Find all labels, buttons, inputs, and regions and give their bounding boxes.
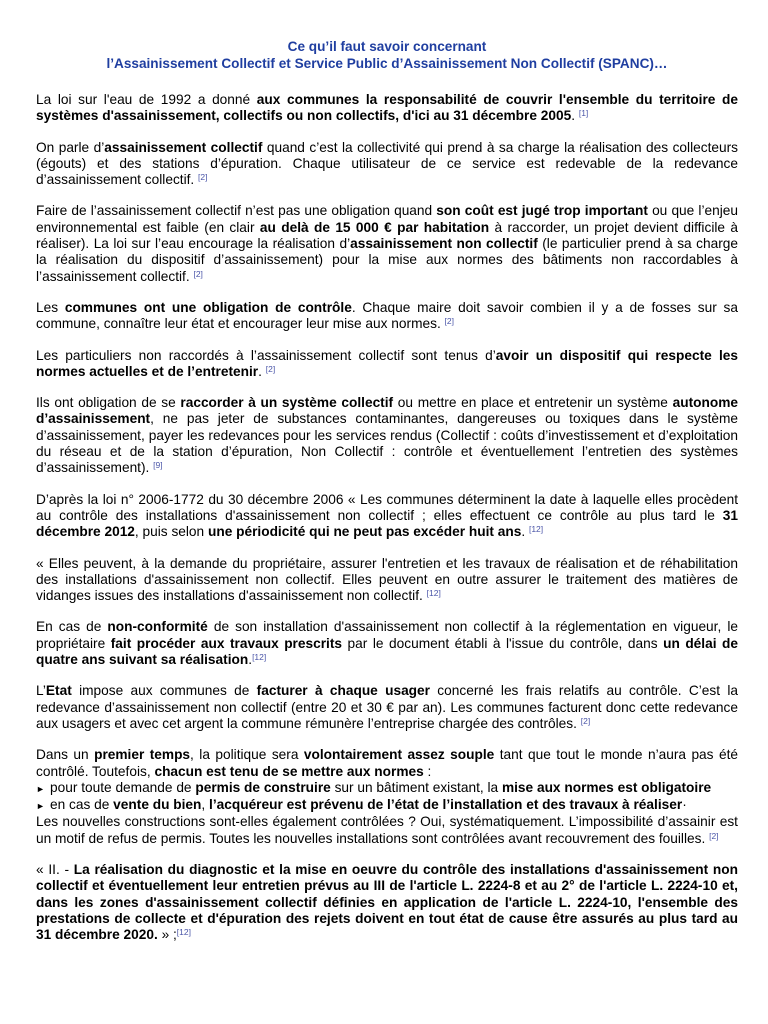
text-run: , ne pas jeter de substances contaminantes, dangereuses ou toxiques dans le système d’assainissement, payer les redevances pour les services rendus (Collectif : coûts d’investissement et d’exploitation du réseau et de la station d’épuration, Non Collectif : contrôle et éventuellement l’entretien des systèmes d’assainissement). [36,411,738,476]
bold-text: avoir un dispositif qui respecte les normes actuelles et de l’entretenir [36,347,738,379]
text-run: « Elles peuvent, à la demande du propriétaire, assurer l'entretien et les travaux de réalisation et de réhabilitation des installations d'assainissement non collectif. Elles peuvent en outre assurer le traitement des matières de vidanges issues des installations d'assainissement non collectif. [36,555,738,604]
reference-link[interactable]: [2] [193,268,203,279]
paragraph [36,492,738,541]
bold-text: vente du bien [113,797,202,813]
text-run: Faire de l’assainissement collectif n’est pas une obligation quand [36,203,437,219]
bold-text: facturer à chaque usager [256,683,430,699]
bold-text: assainissement non collectif [350,236,538,252]
paragraph-last [36,862,738,943]
text-run: , puis selon [134,524,208,540]
text-run: Les particuliers non raccordés à l’assainissement collectif sont tenus d’ [36,347,496,363]
bold-text: autonome d’assainissement [36,395,738,427]
bold-text: aux communes la responsabilité de couvrir l'ensemble du territoire de systèmes d'assainissement, collectifs ou non collectifs, d'ici au 31 décembre 2005 [36,92,738,124]
reference-link[interactable]: [2] [709,830,719,841]
text-run: . [248,652,253,668]
bold-text: une périodicité qui ne peut pas excéder huit ans [207,524,522,540]
text-run: D’après la loi n° 2006-1772 du 30 décembre 2006 « Les communes déterminent la date à laquelle elles procèdent au contrôle des installations d'assainissement non collectif ; elles effectuent ce contrôle au plus tard le [36,491,738,523]
bold-text: au delà de 15 000 € par habitation [259,219,490,235]
text-run: Dans un [36,747,95,763]
text-run: En cas de [36,619,108,635]
bold-text: mise aux normes est obligatoire [501,779,712,795]
bullet-item-vente [36,797,738,814]
text-run: . [521,524,529,540]
text-run: ou que l’enjeu environnemental est faible (en clair [36,203,739,235]
text-run: pour toute demande de [50,779,196,795]
reference-link[interactable]: [2] [265,363,276,374]
paragraph [36,203,738,284]
paragraph [36,395,738,476]
bold-text: premier temps [94,747,191,763]
bold-text: chacun est tenu de se mettre aux normes [154,763,424,779]
text-run: , la politique sera [190,747,304,763]
bold-text: raccorder à un système collectif [180,395,394,411]
paragraph [36,92,738,125]
text-run: . Chaque maire doit savoir combien il y a de fosses sur sa commune, connaître leur état et encourager leur mise aux normes. [36,299,738,332]
text-run: Les [36,299,65,315]
text-run: : [423,763,432,779]
bold-text: fait procéder aux travaux prescrits [110,635,343,651]
text-run: On parle d’ [36,139,105,155]
bold-text: communes ont une obligation de contrôle [64,299,352,315]
title-line-1: Ce qu’il faut savoir concernant [287,39,487,54]
text-run: de son installation d'assainissement non collectif à la réglementation en vigueur, le propriétaire [36,619,738,651]
bold-text: La réalisation du diagnostic et la mise en oeuvre du contrôle des installations d'assainissement non collectif et éventuellement leur entretien prévus au III de l'article L. 2224-8 et au 2° de l'article L. 2224-10 et, dans les zones d'assainissement collectif définies en application de l'article L. 2224-10, l'ensemble des prestations de collecte et d'épuration des rejets doivent en tout état de cause être assurés au plus tard au 31 décembre 2020. [36,861,738,943]
paragraph [36,683,738,732]
bold-text: assainissement collectif [104,139,263,155]
text-run: L’ [36,683,46,699]
paragraph [36,348,738,381]
bold-text: l’acquéreur est prévenu de l’état de l’installation et des travaux à réaliser [209,797,683,813]
bold-text: un délai de quatre ans suivant sa réalisation [36,635,738,668]
text-run: tant que tout le monde n’aura pas été contrôlé. Toutefois, [36,747,738,779]
paragraph [36,619,738,668]
reference-link[interactable]: [2] [580,715,591,726]
bold-text: non-conformité [107,619,208,635]
text-run: impose aux communes de [71,683,257,699]
premier-temps-intro [36,747,738,778]
bold-text: son coût est jugé trop important [436,203,648,219]
bold-text: Etat [45,683,72,699]
text-run: · [682,797,687,813]
text-run: » ; [157,927,177,943]
text-run: (le particulier prend à sa charge la réalisation du dispositif d’assainissement) pour la mise aux normes des bâtiments non raccordables à l’assainissement collectif. [36,236,738,284]
text-run: , [201,797,210,813]
paragraph [36,140,738,189]
text-run: . [258,363,266,379]
page-title [36,38,738,72]
paragraph-premier-temps [36,747,738,847]
reference-link[interactable]: [12] [252,652,267,663]
text-run: quand c’est la collectivité qui prend à sa charge la réalisation des collecteurs (égouts) et des stations d’épuration. Chaque utilisateur de ce service est redevable de la redevance d’assainissement collectif. [36,139,738,188]
reference-link[interactable]: [9] [153,460,163,471]
text-run: La loi sur l'eau de 1992 a donné [36,92,257,107]
reference-link[interactable]: [12] [426,588,441,599]
bold-text: 31 décembre 2012 [36,507,738,540]
paragraph [36,556,738,605]
text-run: en cas de [50,797,114,813]
bullet-item-permis [36,780,738,797]
text-run: sur un bâtiment existant, la [330,779,502,795]
bullet-arrow-icon: ► [36,801,45,812]
premier-temps-tail [36,814,738,845]
reference-link[interactable]: [12] [528,524,544,535]
text-run: Les nouvelles constructions sont-elles également contrôlées ? Oui, systématiquement. L’impossibilité d’assainir est un motif de refus de permis. Toutes les nouvelles installations sont contrôlées avant recouvrement des fouilles. [36,814,738,846]
text-run: . [571,108,579,124]
reference-link[interactable]: [1] [578,108,589,119]
text-run: ou mettre en place et entretenir un système [393,395,673,411]
title-line-2: l’Assainissement Collectif et Service Public d’Assainissement Non Collectif (SPANC)… [106,56,668,71]
bold-text: volontairement assez souple [303,747,495,763]
text-run: « II. - [36,861,74,877]
bold-text: permis de construire [195,779,331,795]
reference-link[interactable]: [2] [444,316,454,327]
reference-link[interactable]: [2] [198,172,208,183]
reference-link[interactable]: [12] [176,927,191,938]
text-run: par le document établi à l'issue du contrôle, dans [342,635,664,651]
text-run: Ils ont obligation de se [36,395,181,411]
text-run: concerné les frais relatifs au contrôle. C’est la redevance d’assainissement non collectif (entre 20 et 30 € par an). Les communes facturent donc cette redevance aux usagers et avec cet argent la commune rémunère l’entreprise chargée des contrôles. [36,683,738,731]
bullet-arrow-icon: ► [36,783,45,794]
text-run: à raccorder, un projet devient difficile à réaliser). La loi sur l’eau encourage la réalisation d’ [36,219,738,252]
paragraph [36,300,738,333]
